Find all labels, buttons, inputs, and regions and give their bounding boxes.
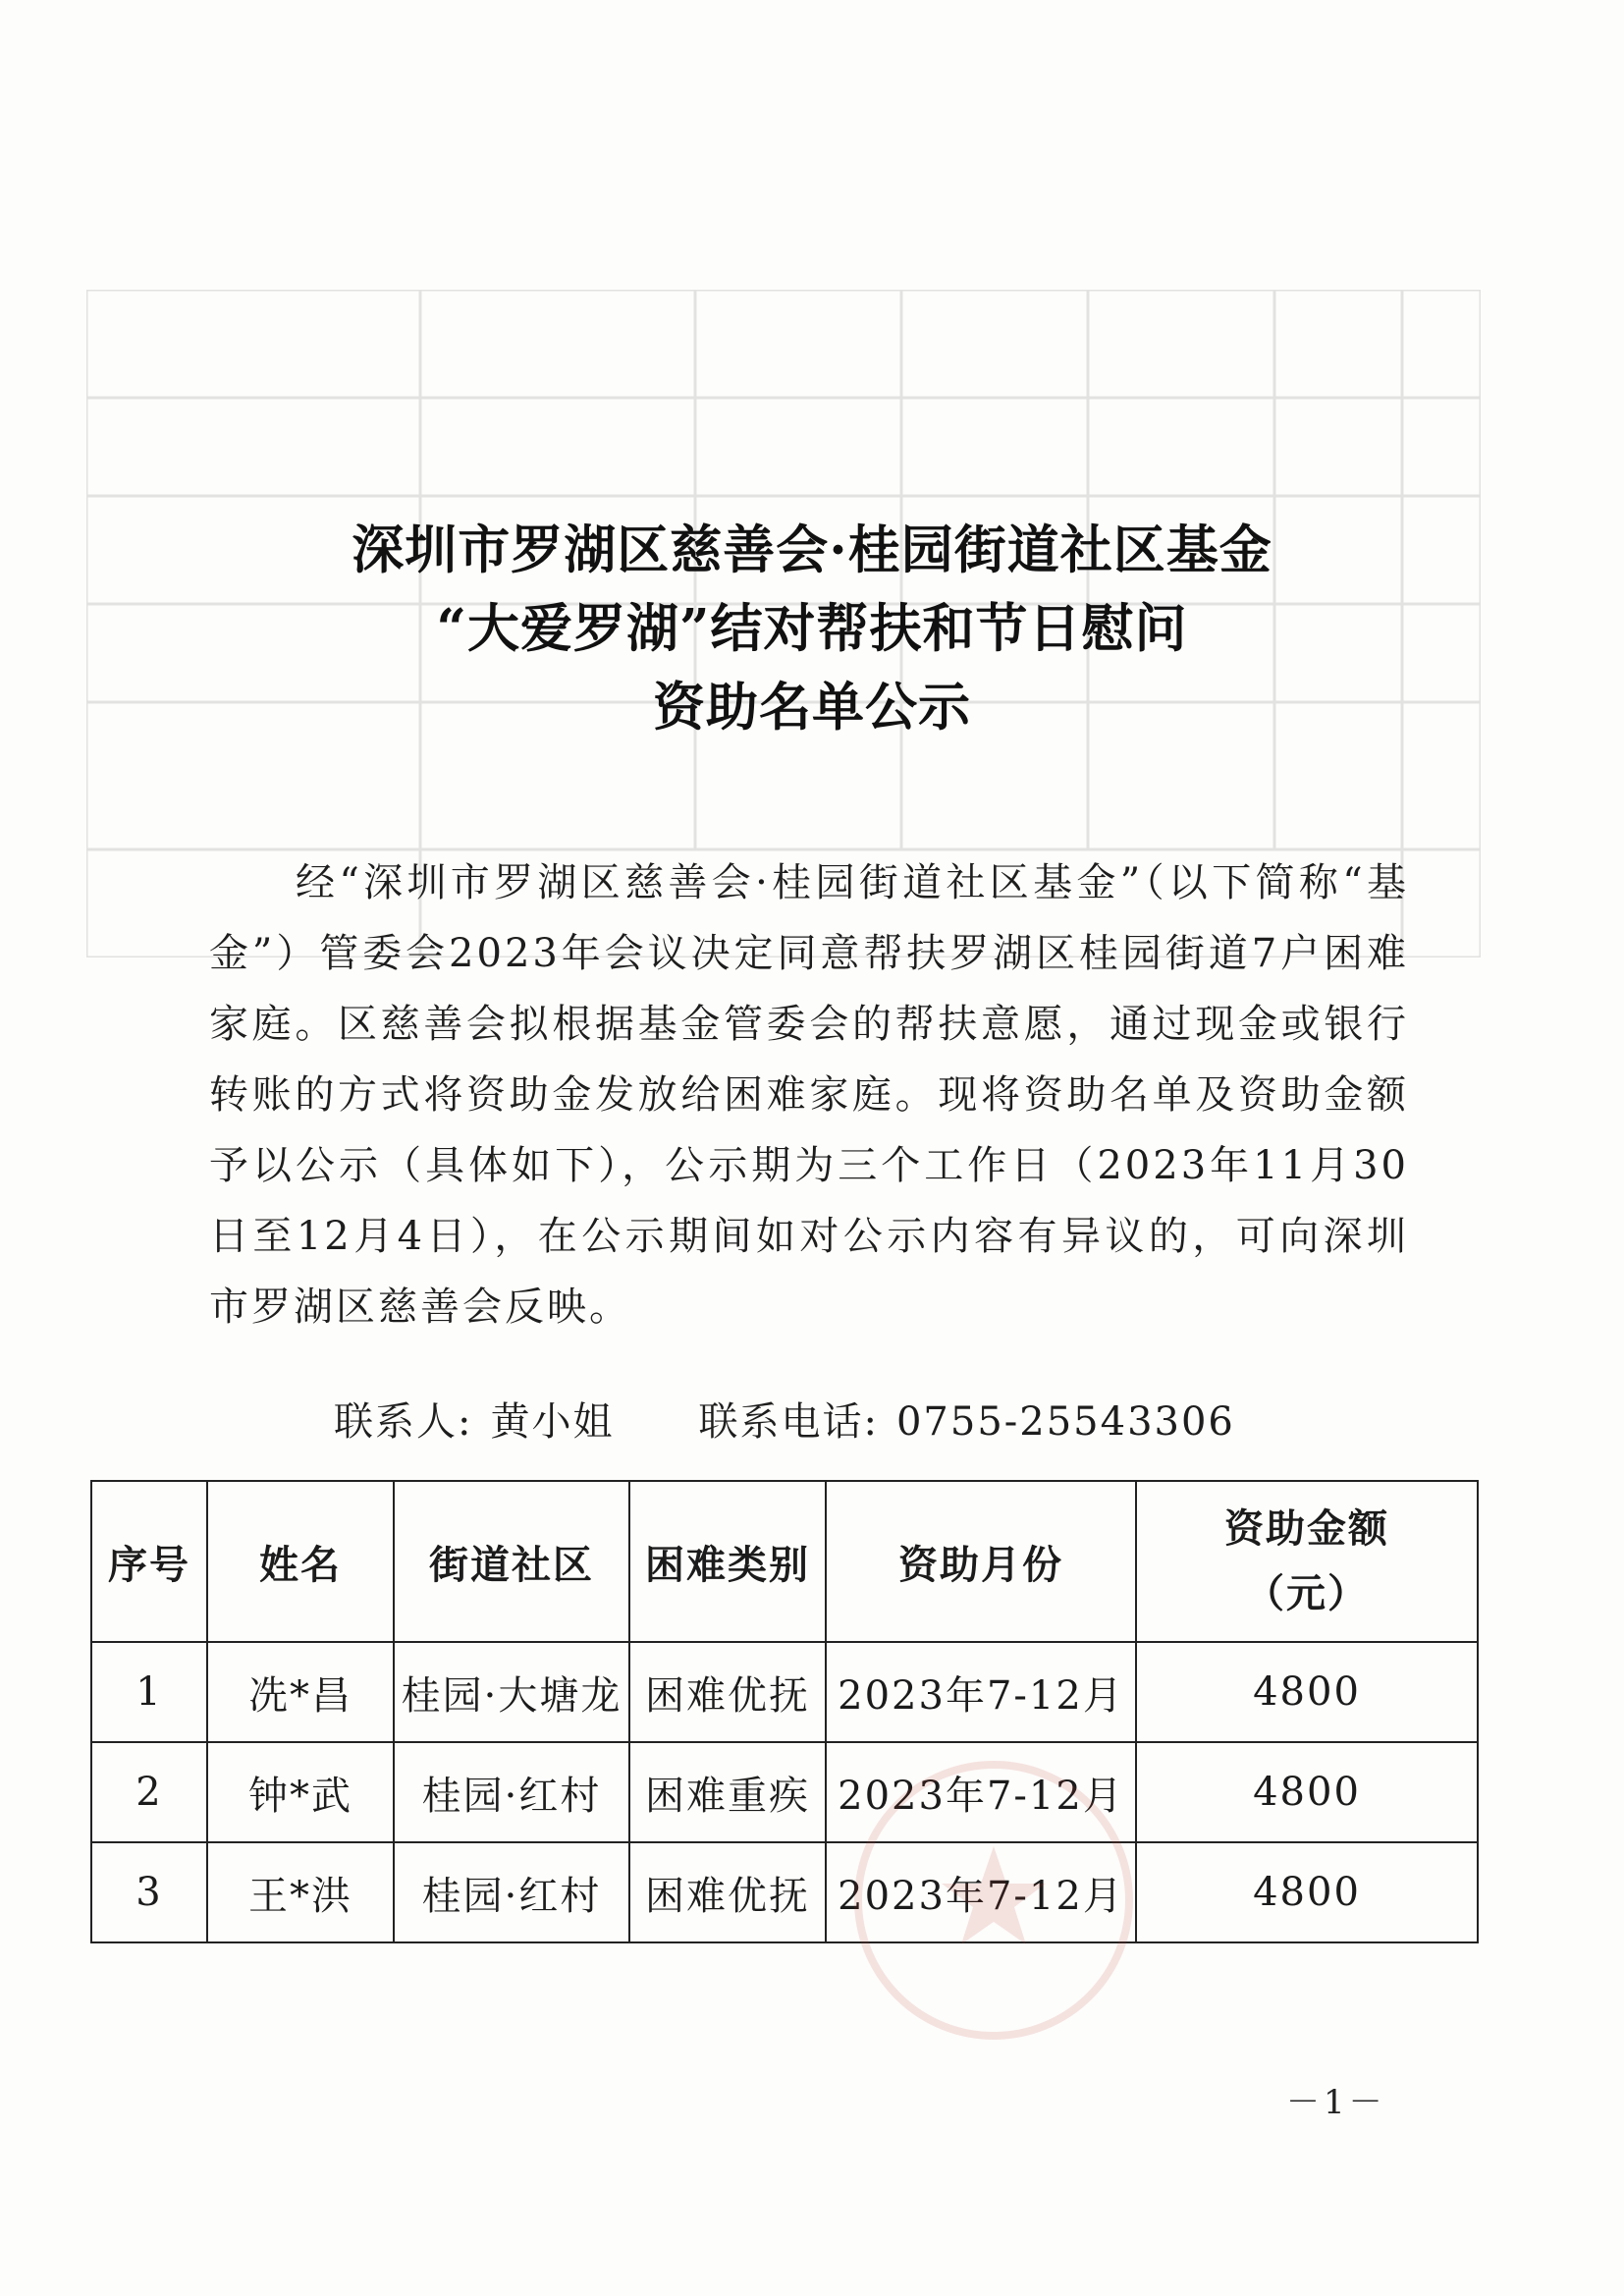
cell-no: 2 [91,1742,207,1842]
cell-category: 困难优抚 [629,1842,826,1942]
table-row [91,1742,1478,1842]
cell-no: 1 [91,1642,207,1742]
contact-person: 黄小姐 [490,1399,615,1445]
header-community: 街道社区 [394,1481,629,1642]
cell-months: 2023年7-12月 [826,1642,1136,1742]
header-amount-line2: （元） [1245,1570,1369,1616]
cell-community: 桂园·红村 [394,1742,629,1842]
header-name: 姓名 [207,1481,394,1642]
contact-phone-label: 联系电话: [698,1399,879,1445]
cell-months: 2023年7-12月 [826,1842,1136,1942]
header-category: 困难类别 [629,1481,826,1642]
cell-amount: 4800 [1136,1842,1478,1942]
cell-amount: 4800 [1136,1742,1478,1842]
cell-community: 桂园·大塘龙 [394,1642,629,1742]
recipient-table [90,1480,1479,1943]
header-amount-line1: 资助金额 [1224,1505,1389,1552]
title-line-2: “大爱罗湖”结对帮扶和节日慰问 [436,598,1188,659]
cell-months: 2023年7-12月 [826,1742,1136,1842]
contact-phone: 0755-25543306 [895,1399,1235,1445]
header-no: 序号 [91,1481,207,1642]
cell-name: 钟*武 [207,1742,394,1842]
title-line-1: 深圳市罗湖区慈善会·桂园街道社区基金 [352,519,1272,580]
title-line-3: 资助名单公示 [653,677,971,738]
cell-no: 3 [91,1842,207,1942]
table-header-row [91,1481,1478,1642]
cell-name: 冼*昌 [207,1642,394,1742]
document-title [0,511,1624,746]
table-row [91,1642,1478,1742]
contact-line [334,1391,1253,1447]
header-amount [1136,1481,1478,1642]
cell-community: 桂园·红村 [394,1842,629,1942]
cell-name: 王*洪 [207,1842,394,1942]
recipient-table-container [90,1480,1477,1943]
announcement-paragraph: 经“深圳市罗湖区慈善会·桂园街道社区基金”（以下简称“基金”）管委会2023年会议决定同意帮扶罗湖区桂园街道7户困难家庭。区慈善会拟根据基金管委会的帮扶意愿，通过现金或银行转账的方式将资助金发放给困难家庭。现将资助名单及资助金额予以公示（具体如下），公示期为三个工作日（2023年11月30日至12月4日），在公示期间如对公示内容有异议的，可向深圳市罗湖区慈善会反映。 [209,860,1409,1330]
contact-person-label: 联系人: [334,1399,473,1445]
table-row [91,1842,1478,1942]
cell-amount: 4800 [1136,1642,1478,1742]
announcement-body [209,847,1409,1342]
cell-category: 困难优抚 [629,1642,826,1742]
cell-category: 困难重疾 [629,1742,826,1842]
header-months: 资助月份 [826,1481,1136,1642]
page-number: －1－ [1286,2083,1386,2122]
